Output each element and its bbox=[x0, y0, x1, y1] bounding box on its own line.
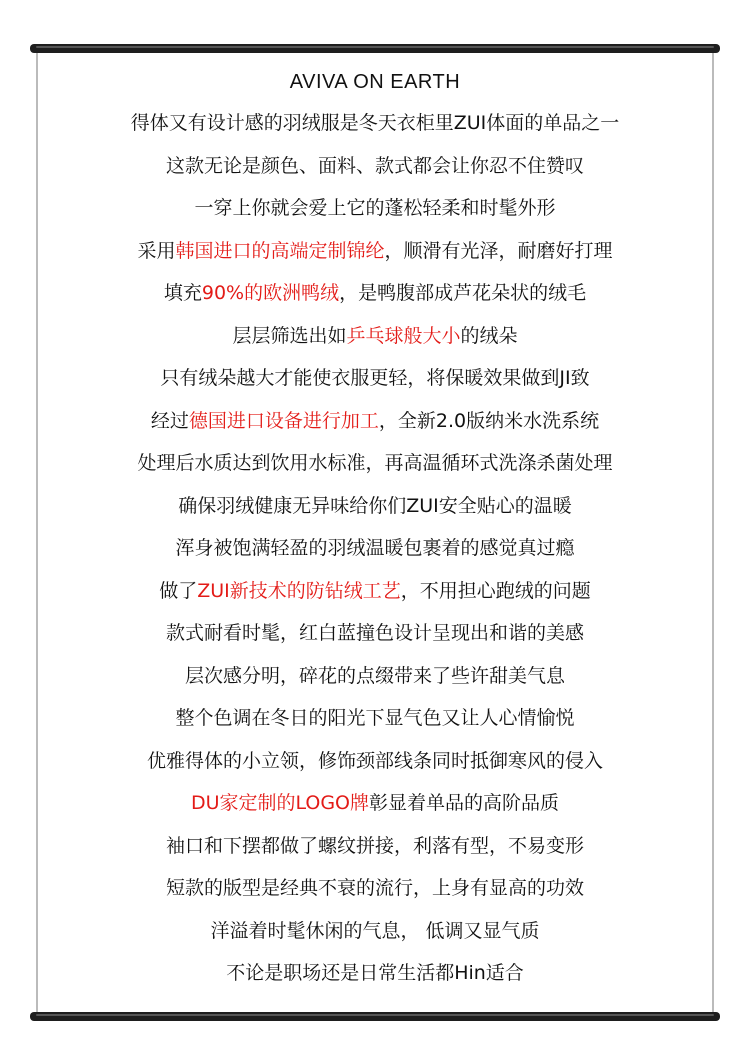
line-text: ，全新2.0版纳米水洗系统 bbox=[378, 409, 600, 432]
line-text: 得体又有设计感的羽绒服是冬天衣柜里ZUI体面的单品之一 bbox=[130, 112, 620, 134]
line-text: 的绒朵 bbox=[460, 324, 518, 347]
line-text: 只有绒朵越大才能使衣服更轻，将保暖效果做到JI致 bbox=[160, 367, 590, 389]
line-text: 不论是职场还是日常生活都Hin适合 bbox=[226, 962, 524, 984]
line-text: 整个色调在冬日的阳光下显气色又让人心情愉悦 bbox=[175, 707, 575, 729]
line-text: 经过 bbox=[150, 409, 189, 432]
description-lines bbox=[40, 102, 710, 995]
line-text: 浑身被饱满轻盈的羽绒温暖包裹着的感觉真过瘾 bbox=[175, 537, 575, 559]
description-line bbox=[40, 442, 710, 485]
line-text: 处理后水质达到饮用水标准，再高温循环式洗涤杀菌处理 bbox=[137, 452, 613, 474]
description-line bbox=[40, 570, 710, 613]
line-text: 填充 bbox=[163, 282, 202, 304]
line-text: 款式耐看时髦，红白蓝撞色设计呈现出和谐的美感 bbox=[165, 622, 584, 644]
description-line bbox=[40, 145, 710, 188]
line-text: 层层筛选出如 bbox=[232, 324, 347, 347]
description-line bbox=[40, 357, 710, 400]
scroll-bottom-bar bbox=[30, 1012, 720, 1021]
description-line bbox=[40, 867, 710, 910]
description-line bbox=[40, 697, 710, 740]
paper-left-edge bbox=[36, 53, 38, 1012]
line-text: 彰显着单品的高阶品质 bbox=[369, 792, 560, 814]
paper-right-edge bbox=[712, 53, 714, 1012]
description-line bbox=[40, 612, 710, 655]
highlight-text: DU家定制的LOGO牌 bbox=[190, 792, 370, 814]
line-text: 层次感分明，碎花的点缀带来了些许甜美气息 bbox=[184, 664, 565, 687]
description-line bbox=[40, 485, 710, 528]
description-line bbox=[40, 825, 710, 868]
description-line bbox=[40, 740, 710, 783]
brand-title: AVIVA ON EARTH bbox=[289, 71, 461, 93]
description-line bbox=[40, 272, 710, 315]
highlight-text: 韩国进口的高端定制锦纶 bbox=[175, 239, 385, 262]
description-line bbox=[40, 527, 710, 570]
line-text: 做了 bbox=[159, 579, 198, 602]
description-line bbox=[40, 315, 710, 358]
line-text: ，顺滑有光泽，耐磨好打理 bbox=[384, 239, 613, 262]
line-text: 洋溢着时髦休闲的气息， 低调又显气质 bbox=[210, 919, 540, 942]
line-text: 这款无论是颜色、面料、款式都会让你忍不住赞叹 bbox=[165, 154, 584, 177]
highlight-text: ZUI新技术的防钻绒工艺 bbox=[197, 579, 401, 602]
line-text: 优雅得体的小立领，修饰颈部线条同时抵御寒风的侵入 bbox=[146, 749, 603, 772]
description-line bbox=[40, 655, 710, 698]
description-line bbox=[40, 782, 710, 825]
description-line bbox=[40, 102, 710, 145]
description-line bbox=[40, 187, 710, 230]
highlight-text: 乒乓球般大小 bbox=[346, 324, 461, 347]
description-line bbox=[40, 230, 710, 273]
line-text: ，是鸭腹部成芦花朵状的绒毛 bbox=[339, 282, 587, 304]
line-text: 一穿上你就会爱上它的蓬松轻柔和时髦外形 bbox=[194, 197, 556, 219]
description-line bbox=[40, 910, 710, 953]
line-text: 短款的版型是经典不衰的流行，上身有显高的功效 bbox=[165, 877, 584, 899]
description-line bbox=[40, 400, 710, 443]
highlight-text: 德国进口设备进行加工 bbox=[188, 409, 379, 432]
line-text: 袖口和下摆都做了螺纹拼接，利落有型，不易变形 bbox=[165, 834, 584, 857]
description-line bbox=[40, 952, 710, 995]
scroll-top-bar bbox=[30, 44, 720, 53]
line-text: ，不用担心跑绒的问题 bbox=[400, 579, 591, 602]
product-description bbox=[40, 62, 710, 995]
line-text: 采用 bbox=[137, 239, 176, 262]
line-text: 确保羽绒健康无异味给你们ZUI安全贴心的温暖 bbox=[178, 494, 572, 517]
highlight-text: 90%的欧洲鸭绒 bbox=[201, 282, 340, 304]
